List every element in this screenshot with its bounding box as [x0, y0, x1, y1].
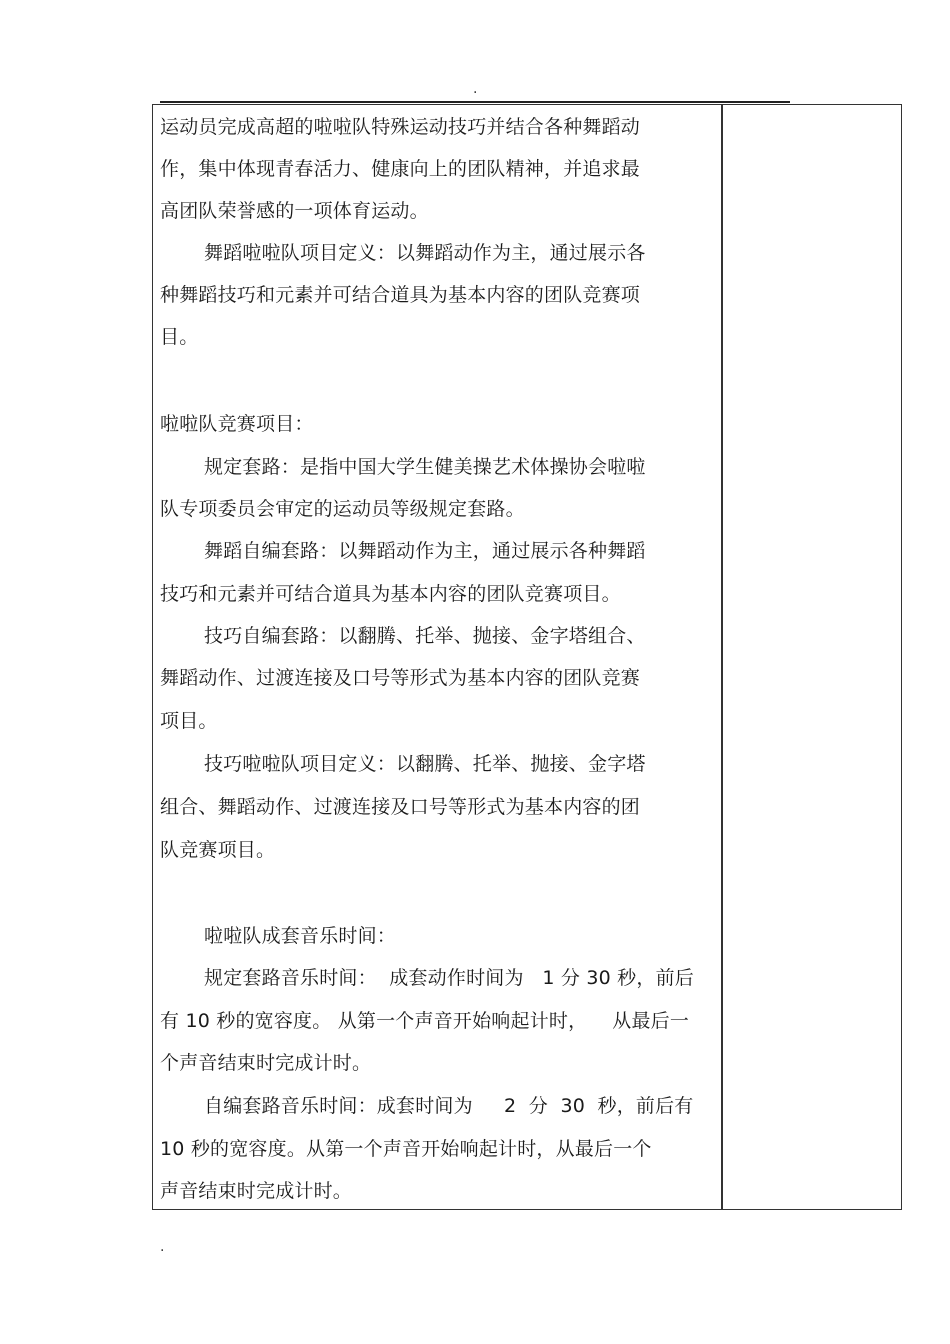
- text-line: 有 10 秒的宽容度。 从第一个声音开始响起计时， 从最后一: [160, 1010, 690, 1032]
- text-line: 运动员完成高超的啦啦队特殊运动技巧并结合各种舞蹈动: [160, 116, 641, 138]
- text-line: 舞蹈动作、过渡连接及口号等形式为基本内容的团队竞赛: [160, 667, 641, 689]
- paragraph-line: 舞蹈啦啦队项目定义：以舞蹈动作为主，通过展示各: [204, 242, 646, 264]
- section-heading: 啦啦队竞赛项目：: [160, 413, 314, 435]
- text-line: 项目。: [160, 710, 218, 732]
- page-mark-bottom: .: [160, 1239, 165, 1255]
- text-line: 组合、舞蹈动作、过渡连接及口号等形式为基本内容的团: [160, 796, 641, 818]
- paragraph-line: 规定套路音乐时间： 成套动作时间为 1 分 30 秒，前后: [204, 967, 694, 989]
- paragraph-line: 舞蹈自编套路：以舞蹈动作为主，通过展示各种舞蹈: [204, 540, 646, 562]
- content-table: [152, 104, 902, 1210]
- text-line: 队专项委员会审定的运动员等级规定套路。: [160, 498, 525, 520]
- text-line: 目。: [160, 326, 199, 348]
- page-mark-top: .: [473, 81, 478, 97]
- text-line: 声音结束时完成计时。: [160, 1180, 353, 1202]
- text-line: 作，集中体现青春活力、健康向上的团队精神，并追求最: [160, 158, 641, 180]
- text-line: 队竞赛项目。: [160, 839, 276, 861]
- text-line: 10 秒的宽容度。从第一个声音开始响起计时，从最后一个: [160, 1138, 652, 1160]
- paragraph-line: 技巧自编套路：以翻腾、托举、抛接、金字塔组合、: [204, 625, 646, 647]
- paragraph-line: 自编套路音乐时间：成套时间为 2 分 30 秒，前后有: [204, 1095, 694, 1117]
- text-line: 种舞蹈技巧和元素并可结合道具为基本内容的团队竞赛项: [160, 284, 641, 306]
- right-empty-cell: [723, 105, 901, 1209]
- header-rule: [160, 101, 790, 103]
- text-line: 高团队荣誉感的一项体育运动。: [160, 200, 429, 222]
- section-heading: 啦啦队成套音乐时间：: [204, 925, 397, 947]
- text-line: 技巧和元素并可结合道具为基本内容的团队竞赛项目。: [160, 583, 621, 605]
- text-line: 个声音结束时完成计时。: [160, 1052, 372, 1074]
- paragraph-line: 规定套路：是指中国大学生健美操艺术体操协会啦啦: [204, 456, 646, 478]
- paragraph-line: 技巧啦啦队项目定义：以翻腾、托举、抛接、金字塔: [204, 753, 646, 775]
